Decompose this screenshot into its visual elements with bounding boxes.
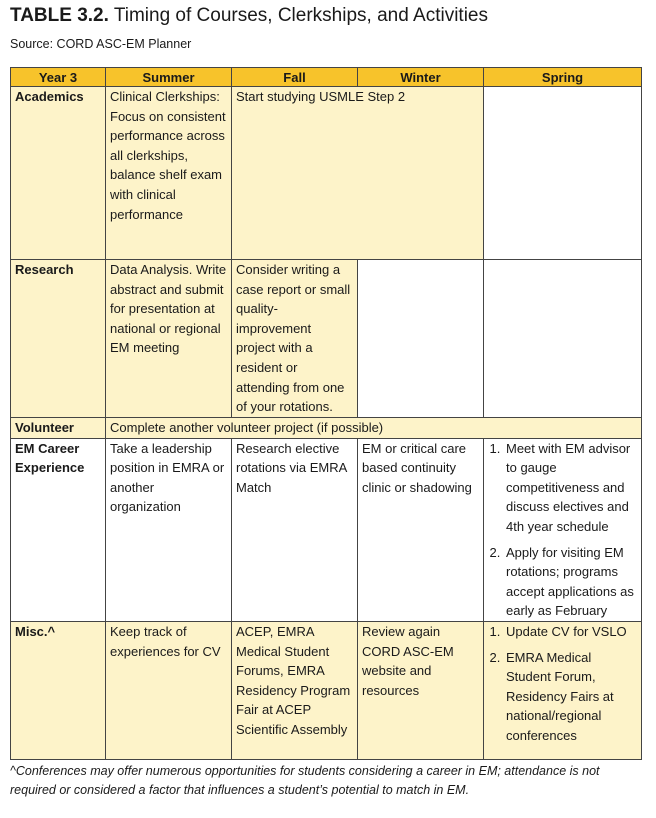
cell-research-summer: Data Analysis. Write abstract and submit for presentation at national or regional EM meeting <box>106 260 232 418</box>
row-label-volunteer: Volunteer <box>11 418 106 439</box>
row-label-em-career: EM Career Experience <box>11 438 106 621</box>
cell-em-career-spring <box>484 438 642 621</box>
cell-academics-summer: Clinical Clerkships: Focus on consistent performance across all clerkships, balance shelf exam with clinical performance <box>106 87 232 260</box>
table-source: Source: CORD ASC-EM Planner <box>10 37 192 51</box>
table-title-text: Timing of Courses, Clerkships, and Activities <box>108 5 488 26</box>
cell-volunteer-all: Complete another volunteer project (if possible) <box>106 418 642 439</box>
cell-academics-fall-winter: Start studying USMLE Step 2 <box>232 87 484 260</box>
table-number: TABLE 3.2. <box>10 5 109 26</box>
schedule-table <box>10 67 642 760</box>
row-misc <box>11 621 642 759</box>
cell-research-spring <box>484 260 642 418</box>
row-label-academics: Academics <box>11 87 106 260</box>
cell-em-career-summer: Take a leadership position in EMRA or another organization <box>106 438 232 621</box>
list-item: 1. Meet with EM advisor to gauge competitiveness and discuss electives and 4th year schedule <box>504 439 637 537</box>
header-fall: Fall <box>232 68 358 87</box>
cell-research-fall: Consider writing a case report or small quality-improvement project with a resident or attending from one of your rotations. <box>232 260 358 418</box>
row-volunteer <box>11 418 642 439</box>
cell-misc-winter: Review again CORD ASC-EM website and resources <box>358 621 484 759</box>
row-em-career <box>11 438 642 621</box>
row-research <box>11 260 642 418</box>
header-winter: Winter <box>358 68 484 87</box>
cell-academics-spring <box>484 87 642 260</box>
row-label-misc: Misc.^ <box>11 621 106 759</box>
list-item: 1. Update CV for VSLO <box>504 622 637 642</box>
header-row <box>11 68 642 87</box>
row-label-research: Research <box>11 260 106 418</box>
cell-misc-summer: Keep track of experiences for CV <box>106 621 232 759</box>
row-academics <box>11 87 642 260</box>
cell-misc-spring <box>484 621 642 759</box>
header-year: Year 3 <box>11 68 106 87</box>
header-spring: Spring <box>484 68 642 87</box>
table-title <box>10 5 488 27</box>
list-item: 2. EMRA Medical Student Forum, Residency Fairs at national/regional conferences <box>504 648 637 746</box>
footnote: ^Conferences may offer numerous opportunities for students considering a career in EM; attendance is not required or considered a factor that influences a student’s potential to match in EM. <box>10 764 600 797</box>
cell-em-career-fall: Research elective rotations via EMRA Match <box>232 438 358 621</box>
cell-research-winter <box>358 260 484 418</box>
header-summer: Summer <box>106 68 232 87</box>
list-item: 2. Apply for visiting EM rotations; programs accept applications as early as February <box>504 543 637 621</box>
cell-misc-fall: ACEP, EMRA Medical Student Forums, EMRA Residency Program Fair at ACEP Scientific Assembly <box>232 621 358 759</box>
cell-em-career-winter: EM or critical care based continuity clinic or shadowing <box>358 438 484 621</box>
